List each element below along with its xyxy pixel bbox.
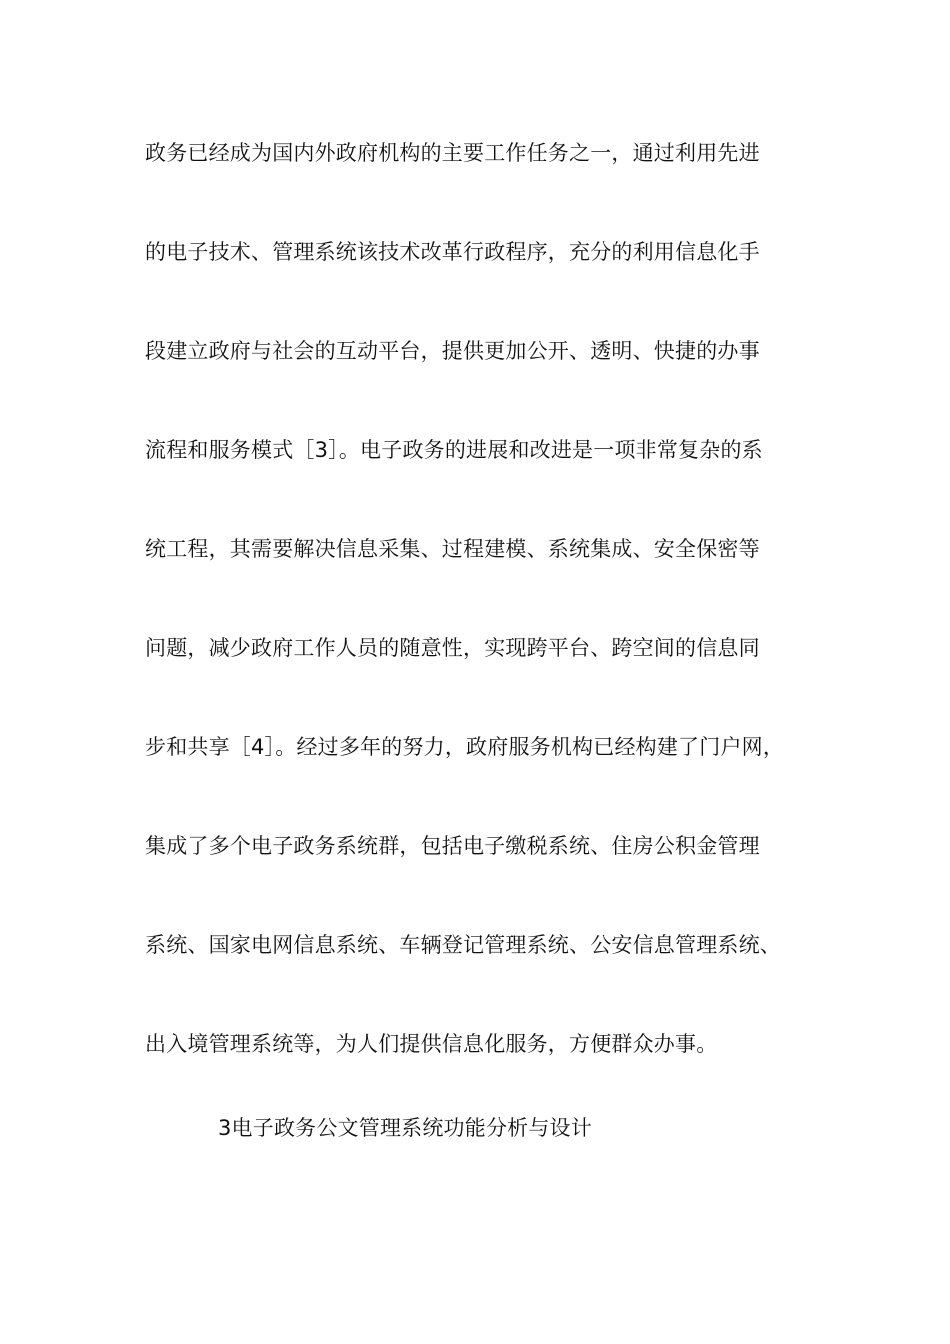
paragraph-line: 问题，减少政府工作人员的随意性，实现跨平台、跨空间的信息同 bbox=[145, 636, 760, 660]
section-heading: 3电子政务公文管理系统功能分析与设计 bbox=[218, 1116, 592, 1140]
paragraph-line: 政务已经成为国内外政府机构的主要工作任务之一，通过利用先进 bbox=[145, 141, 760, 165]
paragraph-line: 出入境管理系统等，为人们提供信息化服务，方便群众办事。 bbox=[145, 1032, 718, 1056]
paragraph-line: 统工程，其需要解决信息采集、过程建模、系统集成、安全保密等 bbox=[145, 537, 760, 561]
paragraph-line: 步和共享［4］。经过多年的努力，政府服务机构已经构建了门户网， bbox=[145, 735, 785, 759]
paragraph-line: 流程和服务模式［3］。电子政务的进展和改进是一项非常复杂的系 bbox=[145, 438, 763, 462]
paragraph-line: 系统、国家电网信息系统、车辆登记管理系统、公安信息管理系统、 bbox=[145, 933, 781, 957]
paragraph-line: 的电子技术、管理系统该技术改革行政程序，充分的利用信息化手 bbox=[145, 240, 760, 264]
paragraph-line: 段建立政府与社会的互动平台，提供更加公开、透明、快捷的办事 bbox=[145, 339, 760, 363]
paragraph-line: 集成了多个电子政务系统群，包括电子缴税系统、住房公积金管理 bbox=[145, 834, 760, 858]
